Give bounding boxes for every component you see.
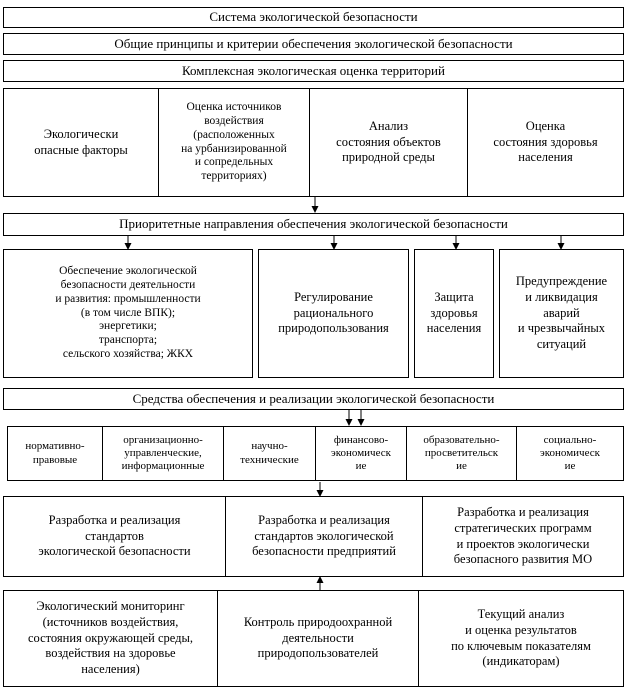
assessment-item-impact-sources: Оценка источников воздействия (расположенных на урбанизированной и сопредельных территориях) (158, 88, 310, 197)
assessment-item-health-assessment: Оценка состояния здоровья населения (467, 88, 624, 197)
means-item-educational: образовательно- просветительск ие (406, 426, 517, 481)
assessment-title-bar: Комплексная экологическая оценка территорий (3, 60, 624, 82)
system-title-bar: Система экологической безопасности (3, 7, 624, 28)
assessment-item-hazard-factors: Экологически опасные факторы (3, 88, 159, 197)
development-item-standards: Разработка и реализация стандартов экологической безопасности (3, 496, 226, 577)
means-item-organizational: организационно- управленческие, информационные (102, 426, 224, 481)
priorities-title-bar: Приоритетные направления обеспечения экологической безопасности (3, 213, 624, 236)
monitoring-item-current-analysis: Текущий анализ и оценка результатов по ключевым показателям (индикаторам) (418, 590, 624, 687)
means-title-bar: Средства обеспечения и реализации экологической безопасности (3, 388, 624, 410)
monitoring-item-ecological-monitoring: Экологический мониторинг (источников воздействия, состояния окружающей среды, воздействия на здоровье населения) (3, 590, 218, 687)
means-item-socioeconomic: социально- экономическ ие (516, 426, 624, 481)
means-item-financial: финансово- экономическ ие (315, 426, 407, 481)
priority-item-industry-safety: Обеспечение экологической безопасности деятельности и развития: промышленности (в том числе ВПК); энергетики; транспорта; сельского хозяйства; ЖКХ (3, 249, 253, 378)
means-item-scientific: научно- технические (223, 426, 316, 481)
monitoring-item-control: Контроль природоохранной деятельности природопользователей (217, 590, 419, 687)
priority-item-nature-use: Регулирование рационального природопользования (258, 249, 409, 378)
assessment-item-environment-analysis: Анализ состояния объектов природной среды (309, 88, 468, 197)
priority-item-health-protection: Защита здоровья населения (414, 249, 494, 378)
principles-bar: Общие принципы и критерии обеспечения экологической безопасности (3, 33, 624, 55)
means-item-legal: нормативно- правовые (7, 426, 103, 481)
development-item-strategic-programs: Разработка и реализация стратегических программ и проектов экологически безопасного развития МО (422, 496, 624, 577)
priority-item-emergency-prevention: Предупреждение и ликвидация аварий и чрезвычайных ситуаций (499, 249, 624, 378)
development-item-enterprise-standards: Разработка и реализация стандартов экологической безопасности предприятий (225, 496, 423, 577)
